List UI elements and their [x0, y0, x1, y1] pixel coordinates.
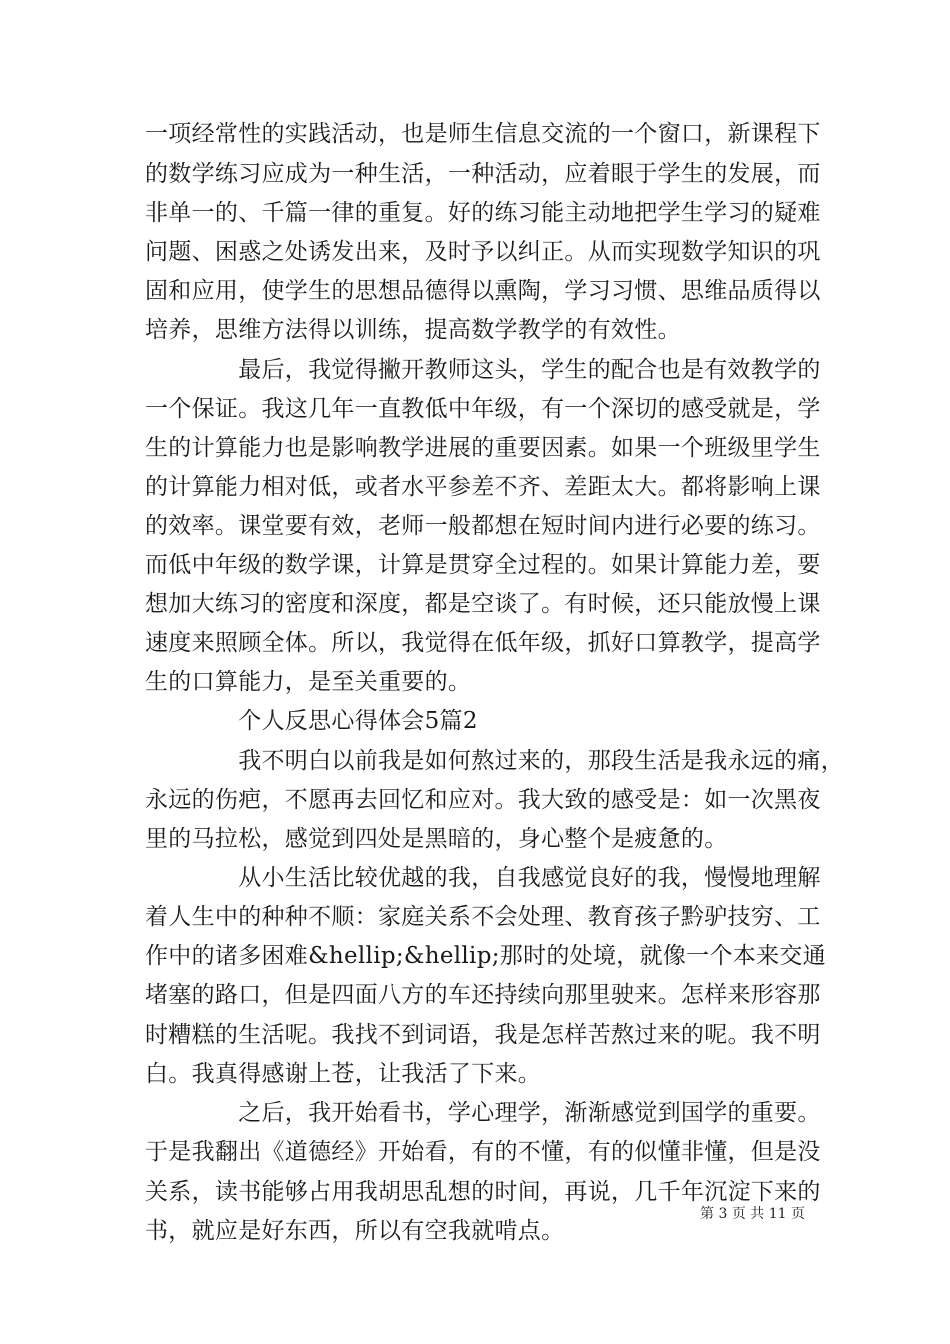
text-line: 时糟糕的生活呢。我找不到词语，我是怎样苦熬过来的呢。我不明	[145, 1022, 821, 1048]
text-line: 一项经常性的实践活动，也是师生信息交流的一个窗口，新课程下	[145, 121, 821, 147]
text-line: 书，就应是好东西，所以有空我就啃点。	[145, 1218, 565, 1244]
text-line: 关系，读书能够占用我胡思乱想的时间，再说，几千年沉淀下来的	[145, 1179, 821, 1205]
text-line: 白。我真得感谢上苍，让我活了下来。	[145, 1061, 542, 1087]
text-line: 非单一的、千篇一律的重复。好的练习能主动地把学生学习的疑难	[145, 200, 821, 226]
text-line: 作中的诸多困难&hellip;&hellip;那时的处境，就像一个本来交通	[145, 943, 826, 969]
text-line: 我不明白以前我是如何熬过来的，那段生活是我永远的痛，	[145, 748, 844, 774]
text-line: 而低中年级的数学课，计算是贯穿全过程的。如果计算能力差，要	[145, 552, 821, 578]
text-line: 永远的伤疤，不愿再去回忆和应对。我大致的感受是：如一次黑夜	[145, 787, 821, 813]
text-line: 之后，我开始看书，学心理学，渐渐感觉到国学的重要。	[145, 1100, 821, 1126]
text-line: 从小生活比较优越的我，自我感觉良好的我，慢慢地理解	[145, 865, 821, 891]
text-line: 问题、困惑之处诱发出来，及时予以纠正。从而实现数学知识的巩	[145, 239, 821, 265]
text-line: 着人生中的种种不顺：家庭关系不会处理、教育孩子黔驴技穷、工	[145, 904, 821, 930]
page-number: 第 3 页 共 11 页	[700, 1206, 805, 1222]
text-line: 生的计算能力也是影响教学进展的重要因素。如果一个班级里学生	[145, 435, 821, 461]
text-line: 培养，思维方法得以训练，提高数学教学的有效性。	[145, 317, 681, 343]
text-line: 的效率。课堂要有效，老师一般都想在短时间内进行必要的练习。	[145, 513, 821, 539]
text-line: 的数学练习应成为一种生活，一种活动，应着眼于学生的发展，而	[145, 161, 821, 187]
text-line: 于是我翻出《道德经》开始看，有的不懂，有的似懂非懂，但是没	[145, 1139, 821, 1165]
text-line: 里的马拉松，感觉到四处是黑暗的，身心整个是疲惫的。	[145, 826, 728, 852]
text-line: 想加大练习的密度和深度，都是空谈了。有时候，还只能放慢上课	[145, 591, 821, 617]
text-line: 个人反思心得体会5篇2	[145, 708, 478, 734]
text-line: 速度来照顾全体。所以，我觉得在低年级，抓好口算教学，提高学	[145, 630, 821, 656]
text-line: 生的口算能力，是至关重要的。	[145, 669, 472, 695]
text-line: 最后，我觉得撇开教师这头，学生的配合也是有效教学的	[145, 357, 821, 383]
text-line: 一个保证。我这几年一直教低中年级，有一个深切的感受就是，学	[145, 396, 821, 422]
text-line: 堵塞的路口，但是四面八方的车还持续向那里驶来。怎样来形容那	[145, 982, 821, 1008]
text-line: 固和应用，使学生的思想品德得以熏陶，学习习惯、思维品质得以	[145, 278, 821, 304]
text-line: 的计算能力相对低，或者水平参差不齐、差距太大。都将影响上课	[145, 474, 821, 500]
